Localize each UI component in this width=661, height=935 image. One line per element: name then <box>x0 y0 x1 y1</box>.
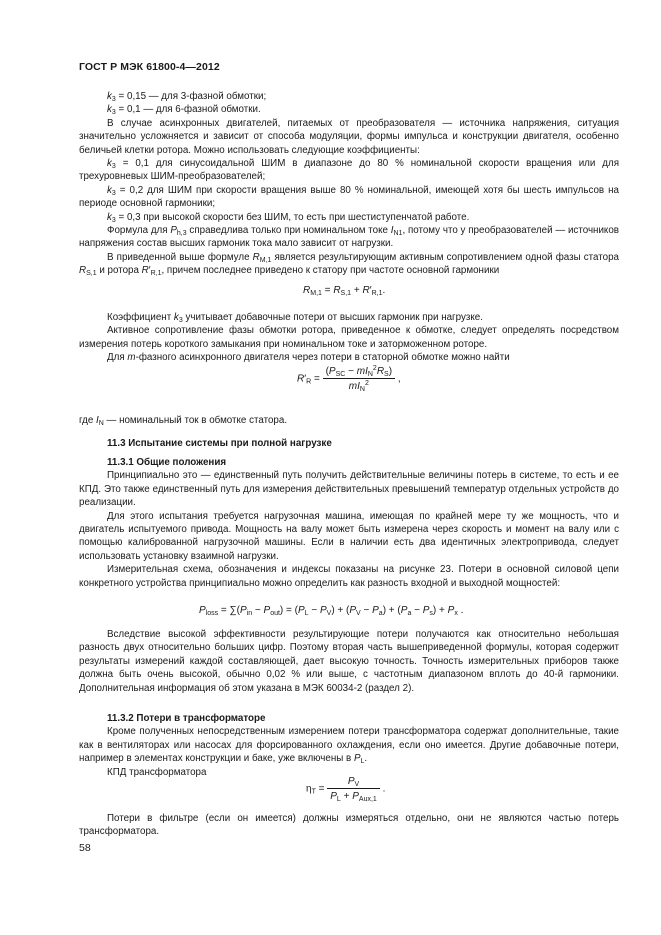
coef-item-3: $k_3 = 0,3$ при высокой скорости без ШИМ, то есть при шестиступенчатой работе. <box>107 211 470 224</box>
text-block-5 <box>79 456 619 590</box>
para-load-machine: Для этого испытания требуется нагрузочная машина, имеющая по крайней мере ту же мощность, что и двигатель испытуемого привода. Мощность на валу может быть измерена через скорость и момент на валу или с помощью калиброванной нагрузочной машины. Если в наличии есть два идентичных электропривода, следует использовать установку взаимной нагрузки. <box>79 510 619 562</box>
para-scheme: Измерительная схема, обозначения и индексы показаны на рисунке 23. Потери в основной силовой цепи конкретного устройства принципиально можно определить как разность входной и выходной мощностей: <box>79 564 619 589</box>
page-number: 58 <box>79 842 91 854</box>
text-block-6 <box>79 628 619 695</box>
para-k3: Коэффициент $k_3$ учитывает добавочные потери от высших гармоник при нагрузке. <box>107 312 483 324</box>
text-block-7 <box>79 712 619 779</box>
coef-item-2: $k_3 = 0,2$ для ШИМ при скорости вращения выше 80 % номинальной, имеющей хотя бы шесть импульсов на периоде основной гармоники; <box>79 184 619 210</box>
para-rotor: Активное сопротивление фазы обмотки ротора, приведенное к обмотке, следует определять посредством измерения потерь короткого замыкания при номинальном токе и заторможенном роторе. <box>79 325 619 350</box>
page-header: ГОСТ Р МЭК 61800-4—2012 <box>79 61 220 73</box>
para-transformer: Кроме полученных непосредственным измерением потери трансформатора содержат дополнительные, такие как в вентиляторах или насосах для форсированного охлаждения, если оно имеется. Другие добавочные потери, например в элементах конструкции и баке, уже включены в $P_L$. <box>79 726 619 766</box>
para-filter: Потери в фильтре (если он имеется) должны измеряться отдельно, они не являются частью потерь трансформатора. <box>79 813 619 838</box>
text-block-3 <box>79 414 619 427</box>
para-formula: Формула для $P_{h,3}$ справедлива только при номинальном токе $I_{N1}$, потому что у преобразователей — источников напряжения состав высших гармоник тока мало зависит от нагрузки. <box>79 225 619 250</box>
formula-rr: $R'_R$ = $\frac{(P_{SC} - mI_N^2R_S)}{mI_N^2}$ , <box>297 365 401 393</box>
section-11-3-1: 11.3.1 Общие положения <box>107 457 227 468</box>
formula-eta: $\eta_T$ = $\frac{P_V}{P_L + P_{Aux,1}}$ . <box>306 776 386 803</box>
para-kpd: КПД трансформатора <box>107 766 207 778</box>
para-resistance: В приведенной выше формуле $R_{M,1}$ является результирующим активным сопротивлением одной фазы статора $R_{S,1}$ и ротора $R'_{R,1}$, причем последнее приведено к статору при частоте основной гармоники <box>79 251 619 278</box>
text-block-4 <box>79 437 619 450</box>
text-block-8 <box>79 812 619 839</box>
para-principle: Принципиально это — единственный путь получить действительные величины потерь в системе, то есть и ее КПД. Это также единственный путь для измерения действительных превышений температур отдельных устройств до реализации. <box>79 470 619 509</box>
formula-ploss: $P_{loss} = \sum(P_{in} - P_{out}) = (P_L - P_V) + (P_V - P_a) + (P_a - P_s) + P_x$ . <box>199 605 464 617</box>
formula-rm: $R_{M,1} = R_{S,1} + R'_{R,1}$. <box>303 285 386 297</box>
coef-item-1: $k_3 = 0,1$ для синусоидальной ШИМ в диапазоне до 80 % номинальной скорости вращения или для трехуровневых ШИМ-преобразователей; <box>79 158 619 183</box>
coef-3phase: $k_3 = 0,15$ — для 3-фазной обмотки; <box>107 91 267 103</box>
coef-6phase: $k_3 = 0,1$ — для 6-фазной обмотки. <box>107 104 261 117</box>
text-block-1 <box>79 90 619 278</box>
para-mphase: Для m-фазного асинхронного двигателя через потери в статорной обмотке можно найти <box>107 352 510 364</box>
text-block-2 <box>79 311 619 365</box>
para-converter: В случае асинхронных двигателей, питаемых от преобразователя — источника напряжения, ситуация значительно усложняется и зависит от способа модуляции, формы импульса и конструкции двигателя, особенно беличьей клетки ротора. Можно использовать следующие коэффициенты: <box>79 117 619 156</box>
section-11-3: 11.3 Испытание системы при полной нагрузке <box>107 438 332 449</box>
section-11-3-2: 11.3.2 Потери в трансформаторе <box>107 713 266 724</box>
para-where: где $I_N$ — номинальный ток в обмотке статора. <box>79 415 288 427</box>
para-efficiency: Вследствие высокой эффективности результирующие потери получаются как относительно небольшая разность двух относительно больших цифр. Поэтому вторая часть вышеприведенной формулы, которая содержит результаты измерений каждой составляющей, дает высокую точность. Точность измерительных приборов также должна быть очень высокой, обычно 0,02 % или выше, с частотным диапазоном вплоть до 40-й гармоники. Дополнительная информация об этом указана в МЭК 60034-2 (раздел 2). <box>79 629 619 694</box>
